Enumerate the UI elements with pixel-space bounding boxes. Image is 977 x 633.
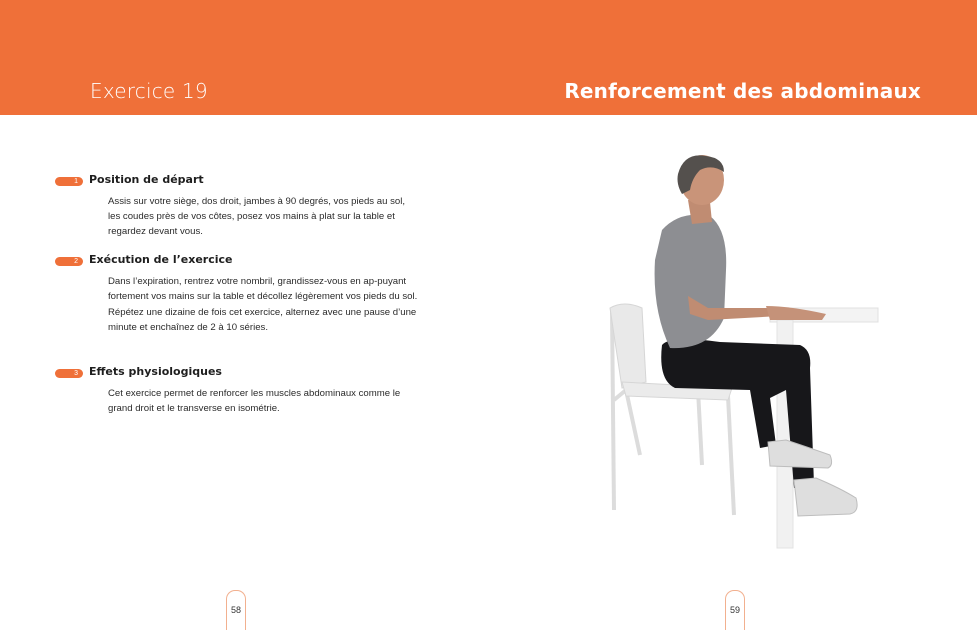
- exercise-photo: [600, 150, 890, 550]
- step-body: [108, 274, 418, 336]
- page-number-right: [725, 590, 745, 630]
- step-badge: 3: [55, 369, 83, 378]
- step-paragraph: Cet exercice permet de renforcer les muscles abdominaux comme le grand droit et le transverse en isométrie.: [108, 388, 401, 414]
- step-paragraph: Répétez une dizaine de fois cet exercice, alternez avec une pause d’une minute et enchaînez de 2 à 10 séries.: [108, 307, 417, 333]
- page-number-text: 59: [729, 605, 740, 615]
- step-heading: Exécution de l’exercice: [89, 253, 233, 266]
- page-number-text: 58: [230, 605, 241, 615]
- step-paragraph: Dans l’expiration, rentrez votre nombril, grandissez-vous en ap-puyant fortement vos mains sur la table et décollez légèrement vos pieds du sol.: [108, 276, 418, 302]
- header-banner: [0, 0, 977, 115]
- page-number-left: [226, 590, 246, 630]
- step-badge: 2: [55, 257, 83, 266]
- head: [678, 155, 725, 224]
- exercise-number: Exercice 19: [90, 79, 208, 103]
- chair-back: [610, 304, 646, 388]
- step-heading: Effets physiologiques: [89, 365, 222, 378]
- step-paragraph: Assis sur votre siège, dos droit, jambes à 90 degrés, vos pieds au sol, les coudes près de vos côtes, posez vos mains à plat sur la table et regardez devant vous.: [108, 196, 406, 237]
- step-body: [108, 194, 418, 240]
- step-badge: 1: [55, 177, 83, 186]
- step-heading: Position de départ: [89, 173, 204, 186]
- step-body: [108, 386, 418, 417]
- page-title: Renforcement des abdominaux: [564, 79, 921, 103]
